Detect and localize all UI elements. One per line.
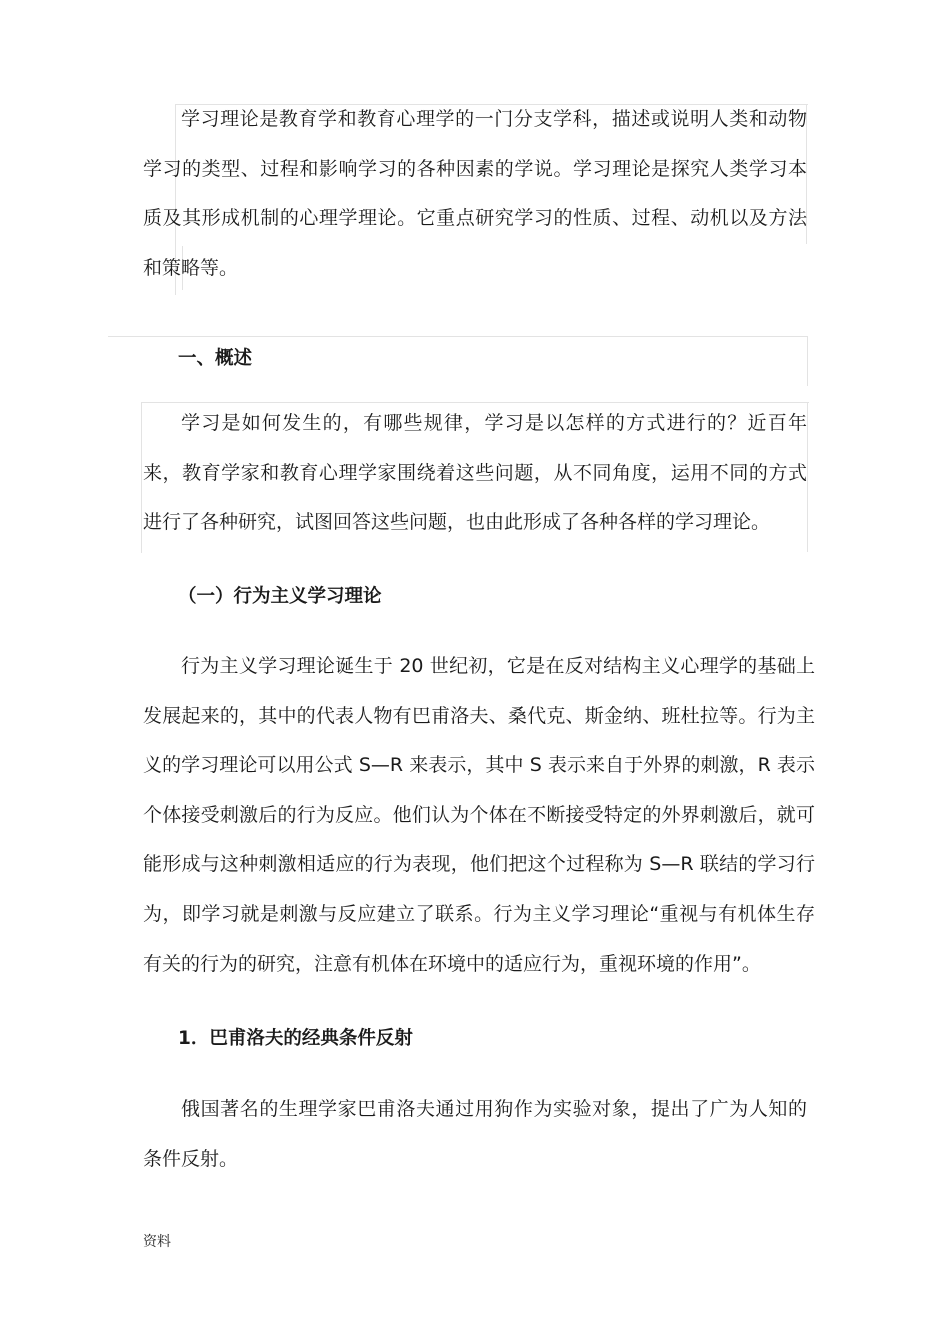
section-heading: 一、概述 bbox=[178, 348, 253, 369]
item-heading: 1．巴甫洛夫的经典条件反射 bbox=[178, 1028, 413, 1049]
subsection-paragraph: 行为主义学习理论诞生于 20 世纪初，它是在反对结构主义心理学的基础上发展起来的，其中的代表人物有巴甫洛夫、桑代克、斯金纳、班杜拉等。行为主义的学习理论可以用公式 S—R 来表示，其中 S 表示来自于外界的刺激，R 表示个体接受刺激后的行为反应。他们认为个体在不断接受特定的外界刺激后，就可能形成与这种刺激相适应的行为表现，他们把这个过程称为 S—R 联结的学习行为，即学习就是刺激与反应建立了联系。行为主义学习理论“重视与有机体生存有关的行为的研究，注意有机体在环境中的适应行为，重视环境的作用”。 bbox=[143, 655, 815, 975]
section-heading-frame-right bbox=[807, 336, 808, 386]
section-heading-frame bbox=[108, 336, 808, 337]
section-paragraph-frame-right bbox=[807, 402, 808, 552]
section-paragraph: 学习是如何发生的，有哪些规律，学习是以怎样的方式进行的？近百年来，教育学家和教育心理学家围绕着这些问题，从不同角度，运用不同的方式进行了各种研究，试图回答这些问题，也由此形成了各种各样的学习理论。 bbox=[143, 412, 807, 534]
footer-label: 资料 bbox=[143, 1234, 171, 1250]
subsection-heading: （一）行为主义学习理论 bbox=[178, 586, 382, 607]
intro-paragraph: 学习理论是教育学和教育心理学的一门分支学科，描述或说明人类和动物学习的类型、过程和影响学习的各种因素的学说。学习理论是探究人类学习本质及其形成机制的心理学理论。它重点研究学习的性质、过程、动机以及方法和策略等。 bbox=[143, 108, 807, 279]
item-paragraph: 俄国著名的生理学家巴甫洛夫通过用狗作为实验对象，提出了广为人知的条件反射。 bbox=[143, 1098, 807, 1170]
